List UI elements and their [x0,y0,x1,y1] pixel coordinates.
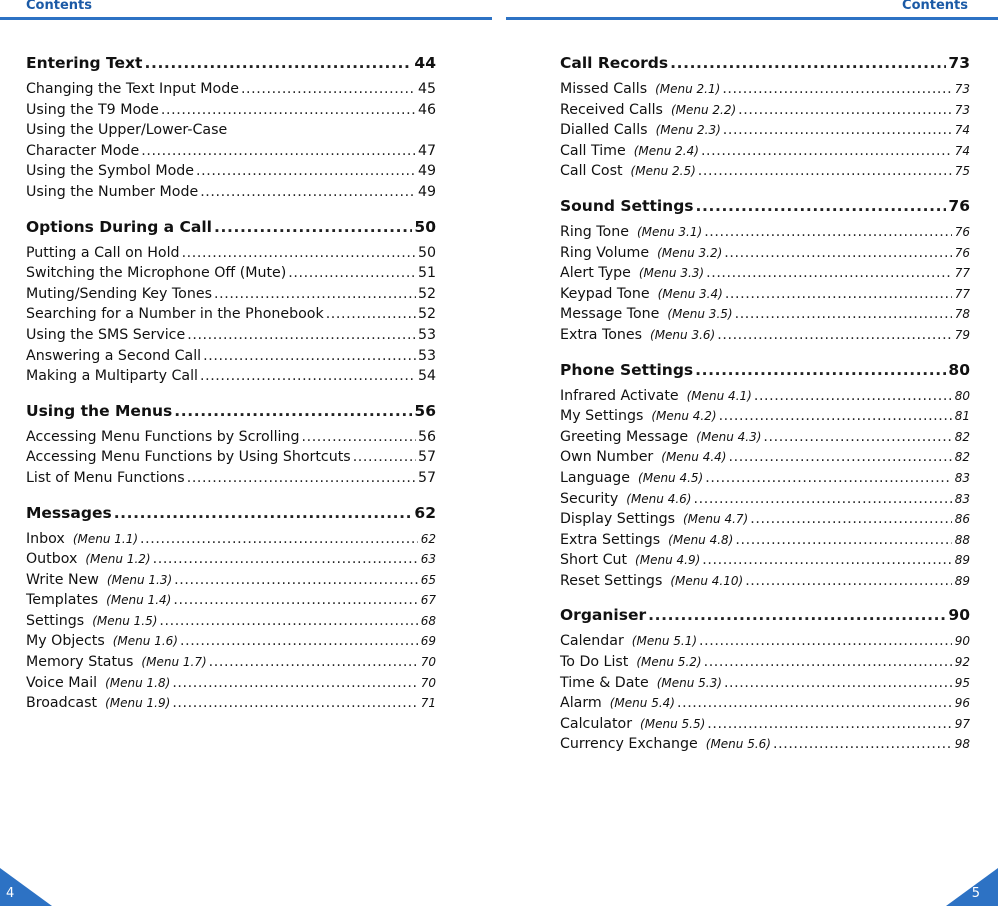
dot-leader [172,673,418,694]
toc-entry[interactable] [26,570,436,591]
entry-menu-ref: (Menu 2.5) [630,164,696,179]
toc-section [560,195,970,346]
toc-entry[interactable] [26,325,436,346]
entry-page: 98 [954,737,970,752]
entry-text: Outbox [26,551,78,568]
dot-leader [173,590,418,611]
dot-leader [723,120,952,141]
dot-leader [174,400,412,422]
section-title: Phone Settings [560,360,694,379]
toc-section [26,400,436,489]
section-page: 80 [948,360,970,379]
entry-menu-ref: (Menu 1.1) [72,531,139,546]
entry-page: 53 [417,347,436,364]
entry-text: Display Settings [560,511,675,528]
entry-page: 97 [954,716,970,731]
entry-page: 78 [954,307,970,322]
entry-menu-ref: (Menu 3.1) [636,224,703,239]
entry-text: Greeting Message [560,428,689,445]
entry-menu-ref: (Menu 4.8) [668,532,734,547]
entry-page: 76 [954,224,970,239]
dot-leader [187,325,416,346]
entry-page: 77 [954,266,970,281]
toc-entry[interactable] [26,427,436,448]
entry-text: Keypad Tone [560,285,650,302]
entry-text: Calendar [560,633,624,650]
toc-entry[interactable] [26,693,436,714]
entry-page: 86 [954,512,970,527]
dot-leader [735,530,952,551]
entry-page: 69 [420,634,436,649]
entry-menu-ref: (Menu 4.7) [683,512,749,527]
entry-page: 95 [954,675,970,690]
toc-entry[interactable] [560,631,970,652]
entry-menu-ref: (Menu 3.2) [657,245,723,260]
entry-menu-ref: (Menu 5.2) [636,655,702,670]
dot-leader [214,216,412,238]
section-page: 50 [414,217,436,236]
toc-entry[interactable] [560,222,970,243]
dot-leader [648,604,946,626]
dot-leader [670,52,946,74]
entry-page: 70 [420,655,436,670]
entry-text: Using the Number Mode [26,183,199,200]
entry-page: 73 [954,82,970,96]
entry-text: Received Calls [560,101,663,118]
toc-entry[interactable] [26,79,436,100]
entry-text: Alarm [560,695,602,712]
toc-section [560,604,970,755]
entry-page: 90 [954,634,970,649]
entry-text: Message Tone [560,306,660,323]
toc-section [560,359,970,592]
dot-leader [241,79,416,100]
entry-page: 82 [954,450,970,465]
dot-leader [153,549,418,570]
toc-entry[interactable] [26,468,436,489]
entry-page: 51 [417,265,436,282]
dot-leader [745,571,952,592]
entry-page: 57 [417,469,436,486]
toc-entry[interactable] [560,406,970,427]
dot-leader [172,693,418,714]
toc-entry[interactable] [26,366,436,387]
entry-page: 77 [954,286,970,301]
entry-page: 89 [954,553,970,568]
entry-page: 56 [417,428,436,445]
section-heading[interactable] [560,52,970,74]
toc-entry[interactable] [560,120,970,141]
entry-menu-ref: (Menu 2.2) [670,102,737,117]
entry-text: Dialled Calls [560,122,648,139]
entry-page: 46 [417,101,436,118]
toc-section [26,502,436,714]
toc-entry[interactable] [26,590,436,611]
entry-page: 50 [417,244,436,261]
toc-entry[interactable] [560,263,970,284]
dot-leader [701,141,952,162]
dot-leader [724,673,952,694]
entry-page: 75 [954,164,970,179]
toc-entry[interactable] [560,489,970,510]
entry-menu-ref: (Menu 5.4) [609,696,675,711]
entry-page: 79 [954,327,970,342]
entry-text: Call Time [560,142,626,159]
entry-text: To Do List [560,654,629,671]
section-page: 44 [414,54,436,72]
entry-page: 83 [954,470,970,485]
section-heading[interactable] [26,216,436,238]
entry-text: Settings [26,612,85,629]
dot-leader [773,734,952,755]
dot-leader [144,52,412,74]
dot-leader [702,550,952,571]
entry-text: Language [560,469,631,486]
entry-menu-ref: (Menu 3.4) [657,286,723,301]
dot-leader [696,195,947,217]
toc-column-left [26,52,436,727]
toc-entry[interactable] [26,549,436,570]
header-rule-left [0,17,492,20]
entry-menu-ref: (Menu 4.5) [638,470,704,485]
toc-entry[interactable] [560,734,970,755]
toc-entry[interactable] [560,714,970,735]
page-header-left: Contents [26,0,92,13]
toc-entry[interactable] [560,304,970,325]
section-page: 76 [948,196,970,215]
entry-menu-ref: (Menu 5.3) [656,675,722,690]
dot-leader [704,652,952,673]
toc-entry[interactable] [26,284,436,305]
dot-leader [200,366,416,387]
dot-leader [704,222,952,243]
entry-menu-ref: (Menu 3.3) [638,266,705,281]
section-title: Messages [26,503,112,522]
dot-leader [698,161,952,182]
dot-leader [214,284,416,305]
dot-leader [705,468,952,489]
toc-entry[interactable] [560,284,970,305]
entry-menu-ref: (Menu 4.4) [661,450,727,465]
entry-text: Memory Status [26,654,134,671]
entry-menu-ref: (Menu 1.5) [92,613,158,628]
toc-entry[interactable] [26,631,436,652]
dot-leader [735,304,952,325]
entry-menu-ref: (Menu 3.5) [667,307,733,322]
entry-text: Time & Date [560,674,649,691]
entry-page: 52 [417,285,436,302]
header-rule-right [506,17,998,20]
section-heading[interactable] [560,359,970,381]
section-page: 56 [414,401,436,420]
toc-entry[interactable] [26,243,436,264]
toc-section [26,52,436,203]
toc-entry[interactable] [560,468,970,489]
entry-text: Extra Tones [560,326,643,343]
toc-entry[interactable] [560,530,970,551]
entry-text: Accessing Menu Functions by Scrolling [26,428,300,445]
entry-text: Reset Settings [560,572,663,589]
page-header-right: Contents [902,0,968,13]
section-title: Using the Menus [26,401,173,420]
section-title: Entering Text [26,54,143,72]
entry-page: 49 [417,163,436,180]
entry-menu-ref: (Menu 1.2) [85,552,151,567]
dot-leader [722,79,952,100]
section-heading[interactable] [26,52,436,74]
dot-leader [677,693,952,714]
section-title: Options During a Call [26,217,212,236]
dot-leader [161,100,416,121]
entry-page: 67 [420,593,436,608]
dot-leader [725,284,952,305]
entry-menu-ref: (Menu 1.3) [106,572,173,587]
entry-text: Switching the Microphone Off (Mute) [26,265,287,282]
section-title: Organiser [560,606,647,625]
entry-text: List of Menu Functions [26,469,185,486]
dot-leader [159,611,418,632]
entry-page: 73 [954,102,970,117]
entry-menu-ref: (Menu 4.1) [686,388,752,403]
entry-text: Character Mode [26,142,140,159]
entry-page: 96 [954,696,970,711]
toc-entry[interactable] [26,141,436,162]
entry-text: My Settings [560,408,644,425]
toc-entry[interactable] [560,550,970,571]
entry-text: Voice Mail [26,674,98,691]
dot-leader [200,182,416,203]
entry-page: 82 [954,429,970,444]
entry-page: 92 [954,655,970,670]
entry-page: 54 [417,368,436,385]
toc-entry[interactable] [560,161,970,182]
entry-menu-ref: (Menu 1.9) [105,696,171,711]
entry-menu-ref: (Menu 4.10) [670,573,744,588]
entry-page: 76 [954,245,970,260]
entry-text: Short Cut [560,552,628,569]
dot-leader [719,406,952,427]
toc-entry[interactable] [560,673,970,694]
dot-leader [182,243,416,264]
entry-menu-ref: (Menu 3.6) [650,327,716,342]
entry-text: Infrared Activate [560,387,679,404]
dot-leader [724,243,952,264]
toc-entry[interactable] [26,529,436,550]
dot-leader [353,447,416,468]
section-title: Call Records [560,54,669,72]
toc-entry[interactable] [560,100,970,121]
entry-text: Searching for a Number in the Phonebook [26,306,324,323]
toc-entry[interactable] [26,652,436,673]
entry-page: 68 [420,613,436,628]
section-page: 90 [948,606,970,625]
entry-page: 52 [417,306,436,323]
dot-leader [196,161,416,182]
entry-text: Making a Multiparty Call [26,368,198,385]
toc-entry[interactable] [560,447,970,468]
entry-text: Accessing Menu Functions by Using Shortcuts [26,449,351,466]
entry-menu-ref: (Menu 4.2) [651,409,717,424]
entry-text: Using the Symbol Mode [26,163,195,180]
entry-text: My Objects [26,633,105,650]
page-number-right [946,868,998,906]
entry-text: Muting/Sending Key Tones [26,285,212,302]
section-heading[interactable] [26,400,436,422]
entry-page: 74 [954,143,970,158]
toc-entry[interactable] [26,182,436,203]
entry-menu-ref: (Menu 2.1) [655,82,721,96]
entry-text: Write New [26,571,99,588]
toc-entry[interactable] [560,141,970,162]
entry-page: 74 [954,123,970,138]
dot-leader [706,263,952,284]
entry-page: 88 [954,532,970,547]
toc-entry[interactable] [26,673,436,694]
entry-text: Extra Settings [560,531,661,548]
dot-leader [180,631,418,652]
toc-entry[interactable] [560,427,970,448]
entry-text: Calculator [560,715,633,732]
toc-entry[interactable] [560,79,970,100]
entry-text: Currency Exchange [560,736,698,753]
entry-menu-ref: (Menu 1.8) [105,675,171,690]
entry-text: Using the Upper/Lower-Case [26,122,228,139]
toc-entry[interactable] [560,509,970,530]
page-number-right-text: 5 [971,886,980,901]
dot-leader [288,263,416,284]
entry-text: Security [560,490,619,507]
dot-leader [140,529,418,550]
dot-leader [301,427,415,448]
entry-menu-ref: (Menu 5.6) [705,737,771,752]
toc-entry[interactable] [26,447,436,468]
dot-leader [326,304,416,325]
toc-entry[interactable] [560,325,970,346]
entry-page: 80 [954,388,970,403]
toc-section [560,52,970,182]
entry-text: Ring Tone [560,223,629,240]
section-title: Sound Settings [560,196,694,215]
entry-menu-ref: (Menu 4.9) [635,553,701,568]
entry-page: 83 [954,491,970,506]
entry-menu-ref: (Menu 1.7) [141,655,207,670]
section-heading[interactable] [560,604,970,626]
toc-section [26,216,436,387]
entry-text: Putting a Call on Hold [26,244,180,261]
toc-entry[interactable] [560,652,970,673]
dot-leader [738,100,952,121]
entry-page: 45 [417,81,436,97]
toc-entry[interactable] [26,100,436,121]
entry-menu-ref: (Menu 1.4) [106,593,172,608]
entry-menu-ref: (Menu 2.3) [655,123,721,138]
toc-entry[interactable] [560,571,970,592]
entry-page: 89 [954,573,970,588]
toc-entry[interactable] [26,611,436,632]
dot-leader [695,359,946,381]
entry-text: Alert Type [560,265,631,282]
dot-leader [728,447,952,468]
page-number-left-text: 4 [6,886,15,901]
entry-menu-ref: (Menu 1.6) [112,634,178,649]
entry-page: 70 [420,675,436,690]
toc-entry[interactable] [26,263,436,284]
entry-text: Using the T9 Mode [26,101,159,118]
entry-page: 65 [420,572,436,587]
section-page: 73 [948,54,970,72]
dot-leader [754,386,952,407]
toc-entry[interactable] [26,346,436,367]
entry-text: Using the SMS Service [26,326,186,343]
entry-text: Answering a Second Call [26,347,202,364]
entry-text: Templates [26,592,99,609]
entry-menu-ref: (Menu 4.3) [696,429,762,444]
dot-leader [203,346,416,367]
dot-leader [763,427,952,448]
dot-leader [750,509,952,530]
entry-menu-ref: (Menu 5.1) [631,634,698,649]
entry-page: 63 [420,552,436,567]
toc-entry[interactable] [26,304,436,325]
dot-leader [209,652,418,673]
dot-leader [693,489,952,510]
page-number-left [0,868,52,906]
dot-leader [187,468,416,489]
section-page: 62 [414,503,436,522]
entry-page: 49 [417,183,436,200]
dot-leader [717,325,952,346]
entry-page: 81 [954,409,970,424]
entry-text: Inbox [26,530,65,547]
entry-page: 53 [417,326,436,343]
section-heading[interactable] [26,502,436,524]
entry-text: Changing the Text Input Mode [26,81,239,97]
section-heading[interactable] [560,195,970,217]
toc-entry[interactable] [560,243,970,264]
entry-menu-ref: (Menu 5.5) [640,716,706,731]
entry-page: 47 [417,142,436,159]
entry-menu-ref: (Menu 4.6) [626,491,692,506]
entry-page: 62 [420,531,436,546]
dot-leader [174,570,418,591]
entry-menu-ref: (Menu 2.4) [633,143,699,158]
toc-entry[interactable] [26,161,436,182]
entry-text: Ring Volume [560,244,650,261]
toc-column-right [560,52,970,768]
dot-leader [699,631,952,652]
toc-entry[interactable] [26,120,436,141]
dot-leader [114,502,413,524]
entry-text: Broadcast [26,695,98,712]
dot-leader [707,714,952,735]
toc-entry[interactable] [560,693,970,714]
entry-text: Own Number [560,449,654,466]
dot-leader [141,141,416,162]
entry-page: 57 [417,449,436,466]
entry-page: 71 [420,696,436,711]
entry-text: Missed Calls [560,81,648,97]
toc-entry[interactable] [560,386,970,407]
entry-text: Call Cost [560,163,623,180]
